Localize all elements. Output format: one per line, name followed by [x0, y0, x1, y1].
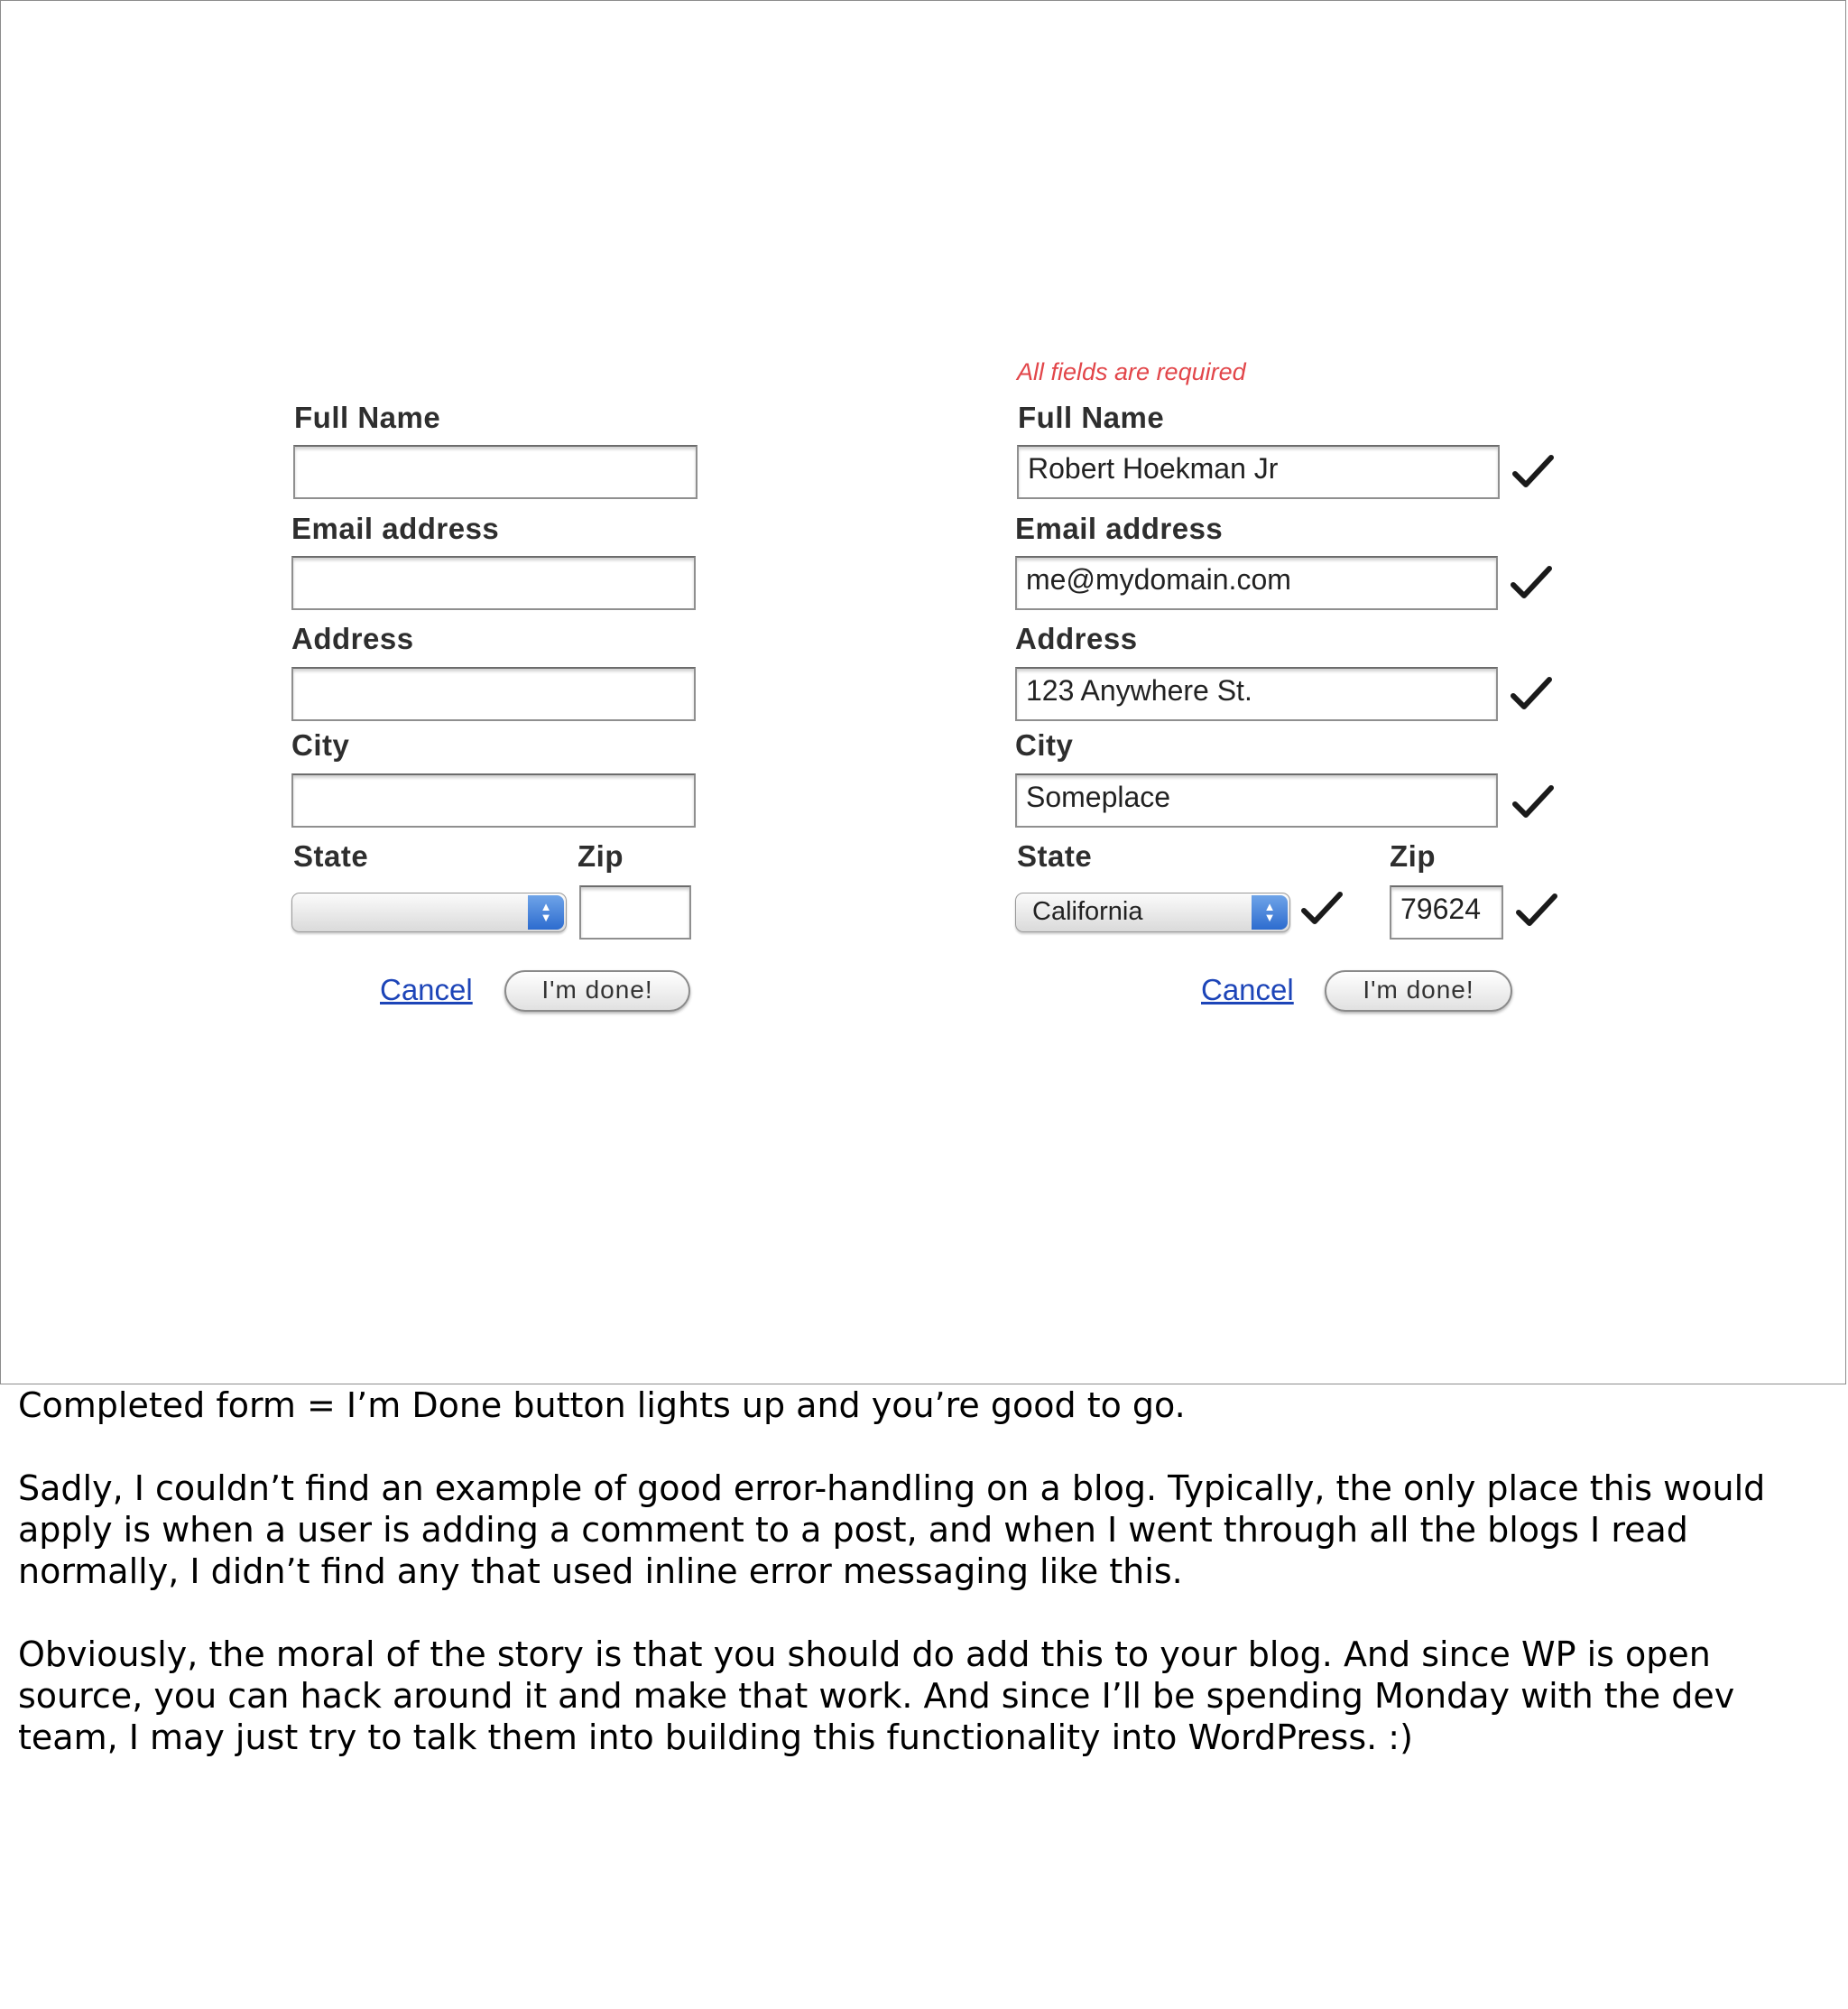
- address-input[interactable]: 123 Anywhere St.: [1015, 667, 1498, 721]
- checkmark-icon: [1510, 565, 1553, 601]
- completed-form: [1, 1, 1845, 1384]
- slide-notes: [18, 1384, 1832, 1800]
- state-select-value: California: [1032, 897, 1143, 926]
- zip-label: Zip: [578, 839, 624, 873]
- caption-paragraph: Obviously, the moral of the story is that you should do add this to your blog. And since WP is open source, you can hack around it and make that work. And since I’ll be spending Monday with the dev team, I may just try to talk them into building this functionality into WordPress. :): [18, 1634, 1735, 1757]
- address-label: Address: [291, 622, 414, 655]
- full-name-input[interactable]: Robert Hoekman Jr: [1017, 445, 1500, 499]
- checkmark-icon: [1515, 893, 1558, 929]
- full-name-label: Full Name: [1018, 401, 1165, 434]
- city-label: City: [1015, 728, 1074, 762]
- city-label: City: [291, 728, 350, 762]
- state-label: State: [293, 839, 369, 873]
- select-arrows-icon: ▲ ▼: [1252, 895, 1288, 930]
- required-note: All fields are required: [1017, 358, 1246, 385]
- email-label: Email address: [291, 512, 500, 545]
- checkmark-icon: [1300, 891, 1344, 927]
- done-button[interactable]: I'm done!: [1325, 970, 1512, 1012]
- zip-label: Zip: [1390, 839, 1436, 873]
- done-button[interactable]: I'm done!: [504, 970, 690, 1012]
- cancel-link[interactable]: Cancel: [380, 973, 473, 1006]
- email-input[interactable]: me@mydomain.com: [1015, 556, 1498, 610]
- checkmark-icon: [1511, 784, 1555, 820]
- select-arrows-icon: ▲ ▼: [528, 895, 564, 930]
- checkmark-icon: [1511, 454, 1555, 490]
- zip-input[interactable]: 79624: [1390, 885, 1503, 940]
- state-label: State: [1017, 839, 1093, 873]
- caption-line: Completed form = I’m Done button lights up and you’re good to go.: [18, 1385, 1186, 1425]
- checkmark-icon: [1510, 676, 1553, 712]
- city-input[interactable]: Someplace: [1015, 773, 1498, 828]
- email-label: Email address: [1015, 512, 1224, 545]
- cancel-link[interactable]: Cancel: [1201, 973, 1294, 1006]
- address-label: Address: [1015, 622, 1138, 655]
- caption-paragraph: Sadly, I couldn’t find an example of good error-handling on a blog. Typically, the only place this would apply is when a user is adding a comment to a post, and when I went through all the blogs I read normally, I didn’t find any that used inline error messaging like this.: [18, 1468, 1766, 1591]
- full-name-label: Full Name: [294, 401, 441, 434]
- state-select[interactable]: [1015, 893, 1290, 932]
